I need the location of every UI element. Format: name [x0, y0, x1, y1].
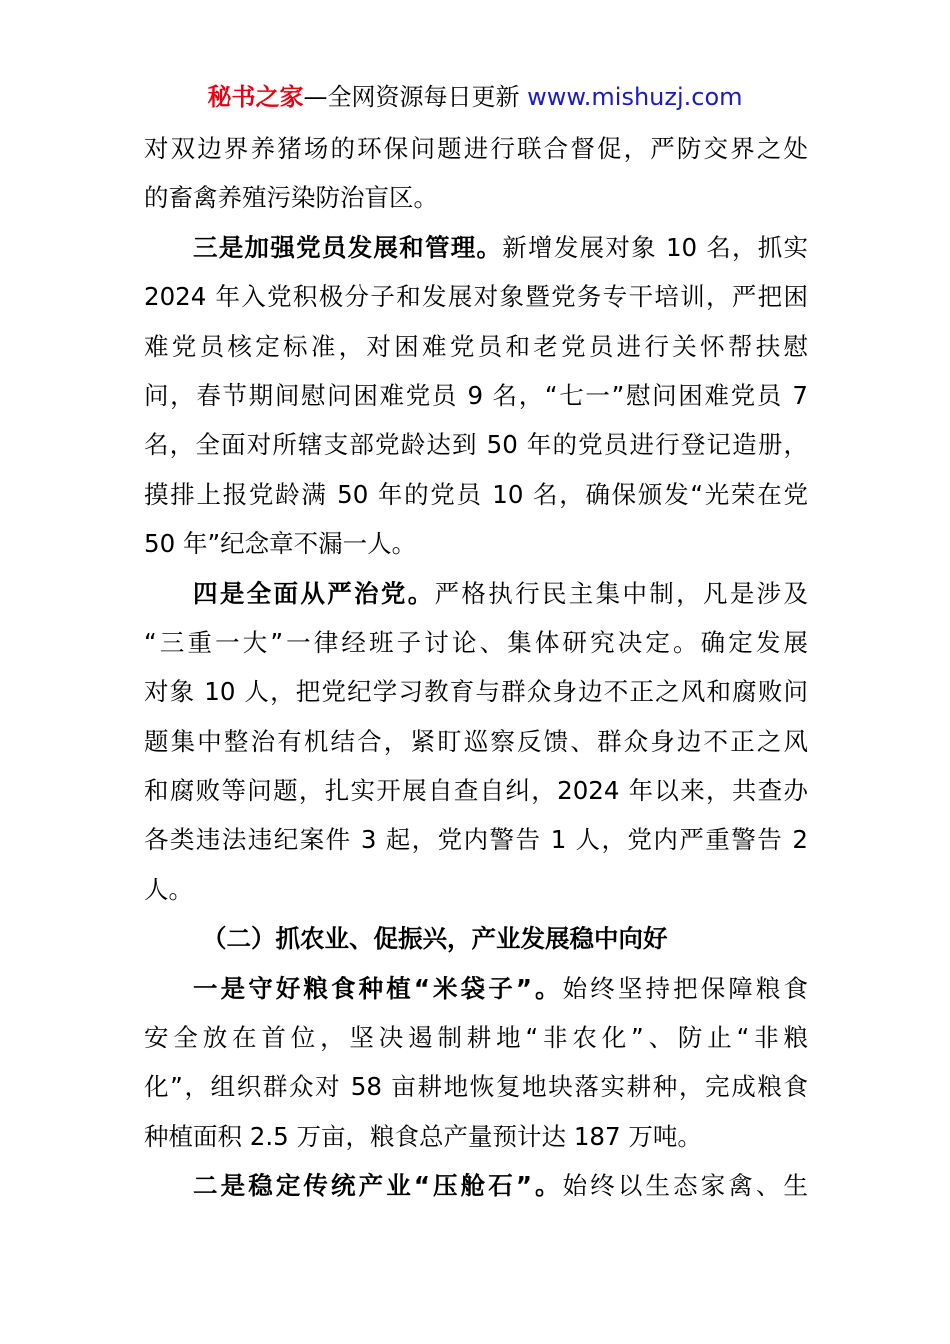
text-line: 人。	[144, 874, 193, 904]
site-header	[0, 80, 950, 114]
site-brand: 秘书之家	[207, 83, 304, 111]
site-slogan: —全网资源每日更新	[303, 83, 528, 111]
paragraph-heading-line: 三是加强党员发展和管理。新增发展对象 10 名，抓实	[193, 232, 809, 262]
text-line: 题集中整治有机结合，紧盯巡察反馈、群众身边不正之风	[144, 726, 808, 756]
text-line: 名，全面对所辖支部党龄达到 50 年的党员进行登记造册，	[144, 430, 808, 460]
text-line: 种植面积 2.5 万亩，粮食总产量预计达 187 万吨。	[144, 1121, 702, 1151]
text-line: “三重一大”一律经班子讨论、集体研究决定。确定发展	[144, 627, 808, 657]
text-line: 对双边界养猪场的环保问题进行联合督促，严防交界之处	[144, 134, 808, 163]
paragraph-lead: 二是稳定传统产业“压舱石”。	[193, 1171, 563, 1201]
paragraph-heading-line: 二是稳定传统产业“压舱石”。始终以生态家禽、生	[193, 1171, 809, 1201]
text-line: 问，春节期间慰问困难党员 9 名，“七一”慰问困难党员 7	[144, 380, 808, 410]
paragraph-lead: 四是全面从严治党。	[193, 578, 435, 608]
site-url-link[interactable]: www.mishuzj.com	[527, 83, 743, 111]
text-line: 安全放在首位，坚决遏制耕地“非农化”、防止“非粮	[144, 1023, 808, 1053]
paragraph-lead: 三是加强党员发展和管理。	[193, 232, 503, 262]
paragraph-lead: 一是守好粮食种植“米袋子”。	[193, 973, 563, 1003]
text-line: 难党员核定标准，对困难党员和老党员进行关怀帮扶慰	[144, 331, 808, 361]
document-body	[144, 124, 808, 1211]
section-heading: （二）抓农业、促振兴，产业发展稳中向好	[202, 924, 668, 954]
text-line: 化”，组织群众对 58 亩耕地恢复地块落实耕种，完成粮食	[144, 1072, 808, 1102]
text-line: 和腐败等问题，扎实开展自查自纠，2024 年以来，共查办	[144, 776, 808, 806]
paragraph-heading-line: 四是全面从严治党。严格执行民主集中制，凡是涉及	[193, 578, 809, 608]
text-line: 各类违法违纪案件 3 起，党内警告 1 人，党内严重警告 2	[144, 825, 808, 855]
text-line: 对象 10 人，把党纪学习教育与群众身边不正之风和腐败问	[144, 677, 808, 707]
text-line: 摸排上报党龄满 50 年的党员 10 名，确保颁发“光荣在党	[144, 479, 808, 509]
text-line: 2024 年入党积极分子和发展对象暨党务专干培训，严把困	[144, 282, 808, 312]
paragraph-heading-line: 一是守好粮食种植“米袋子”。始终坚持把保障粮食	[193, 973, 809, 1003]
text-line: 的畜禽养殖污染防治盲区。	[144, 183, 438, 213]
text-line: 50 年”纪念章不漏一人。	[144, 529, 417, 559]
